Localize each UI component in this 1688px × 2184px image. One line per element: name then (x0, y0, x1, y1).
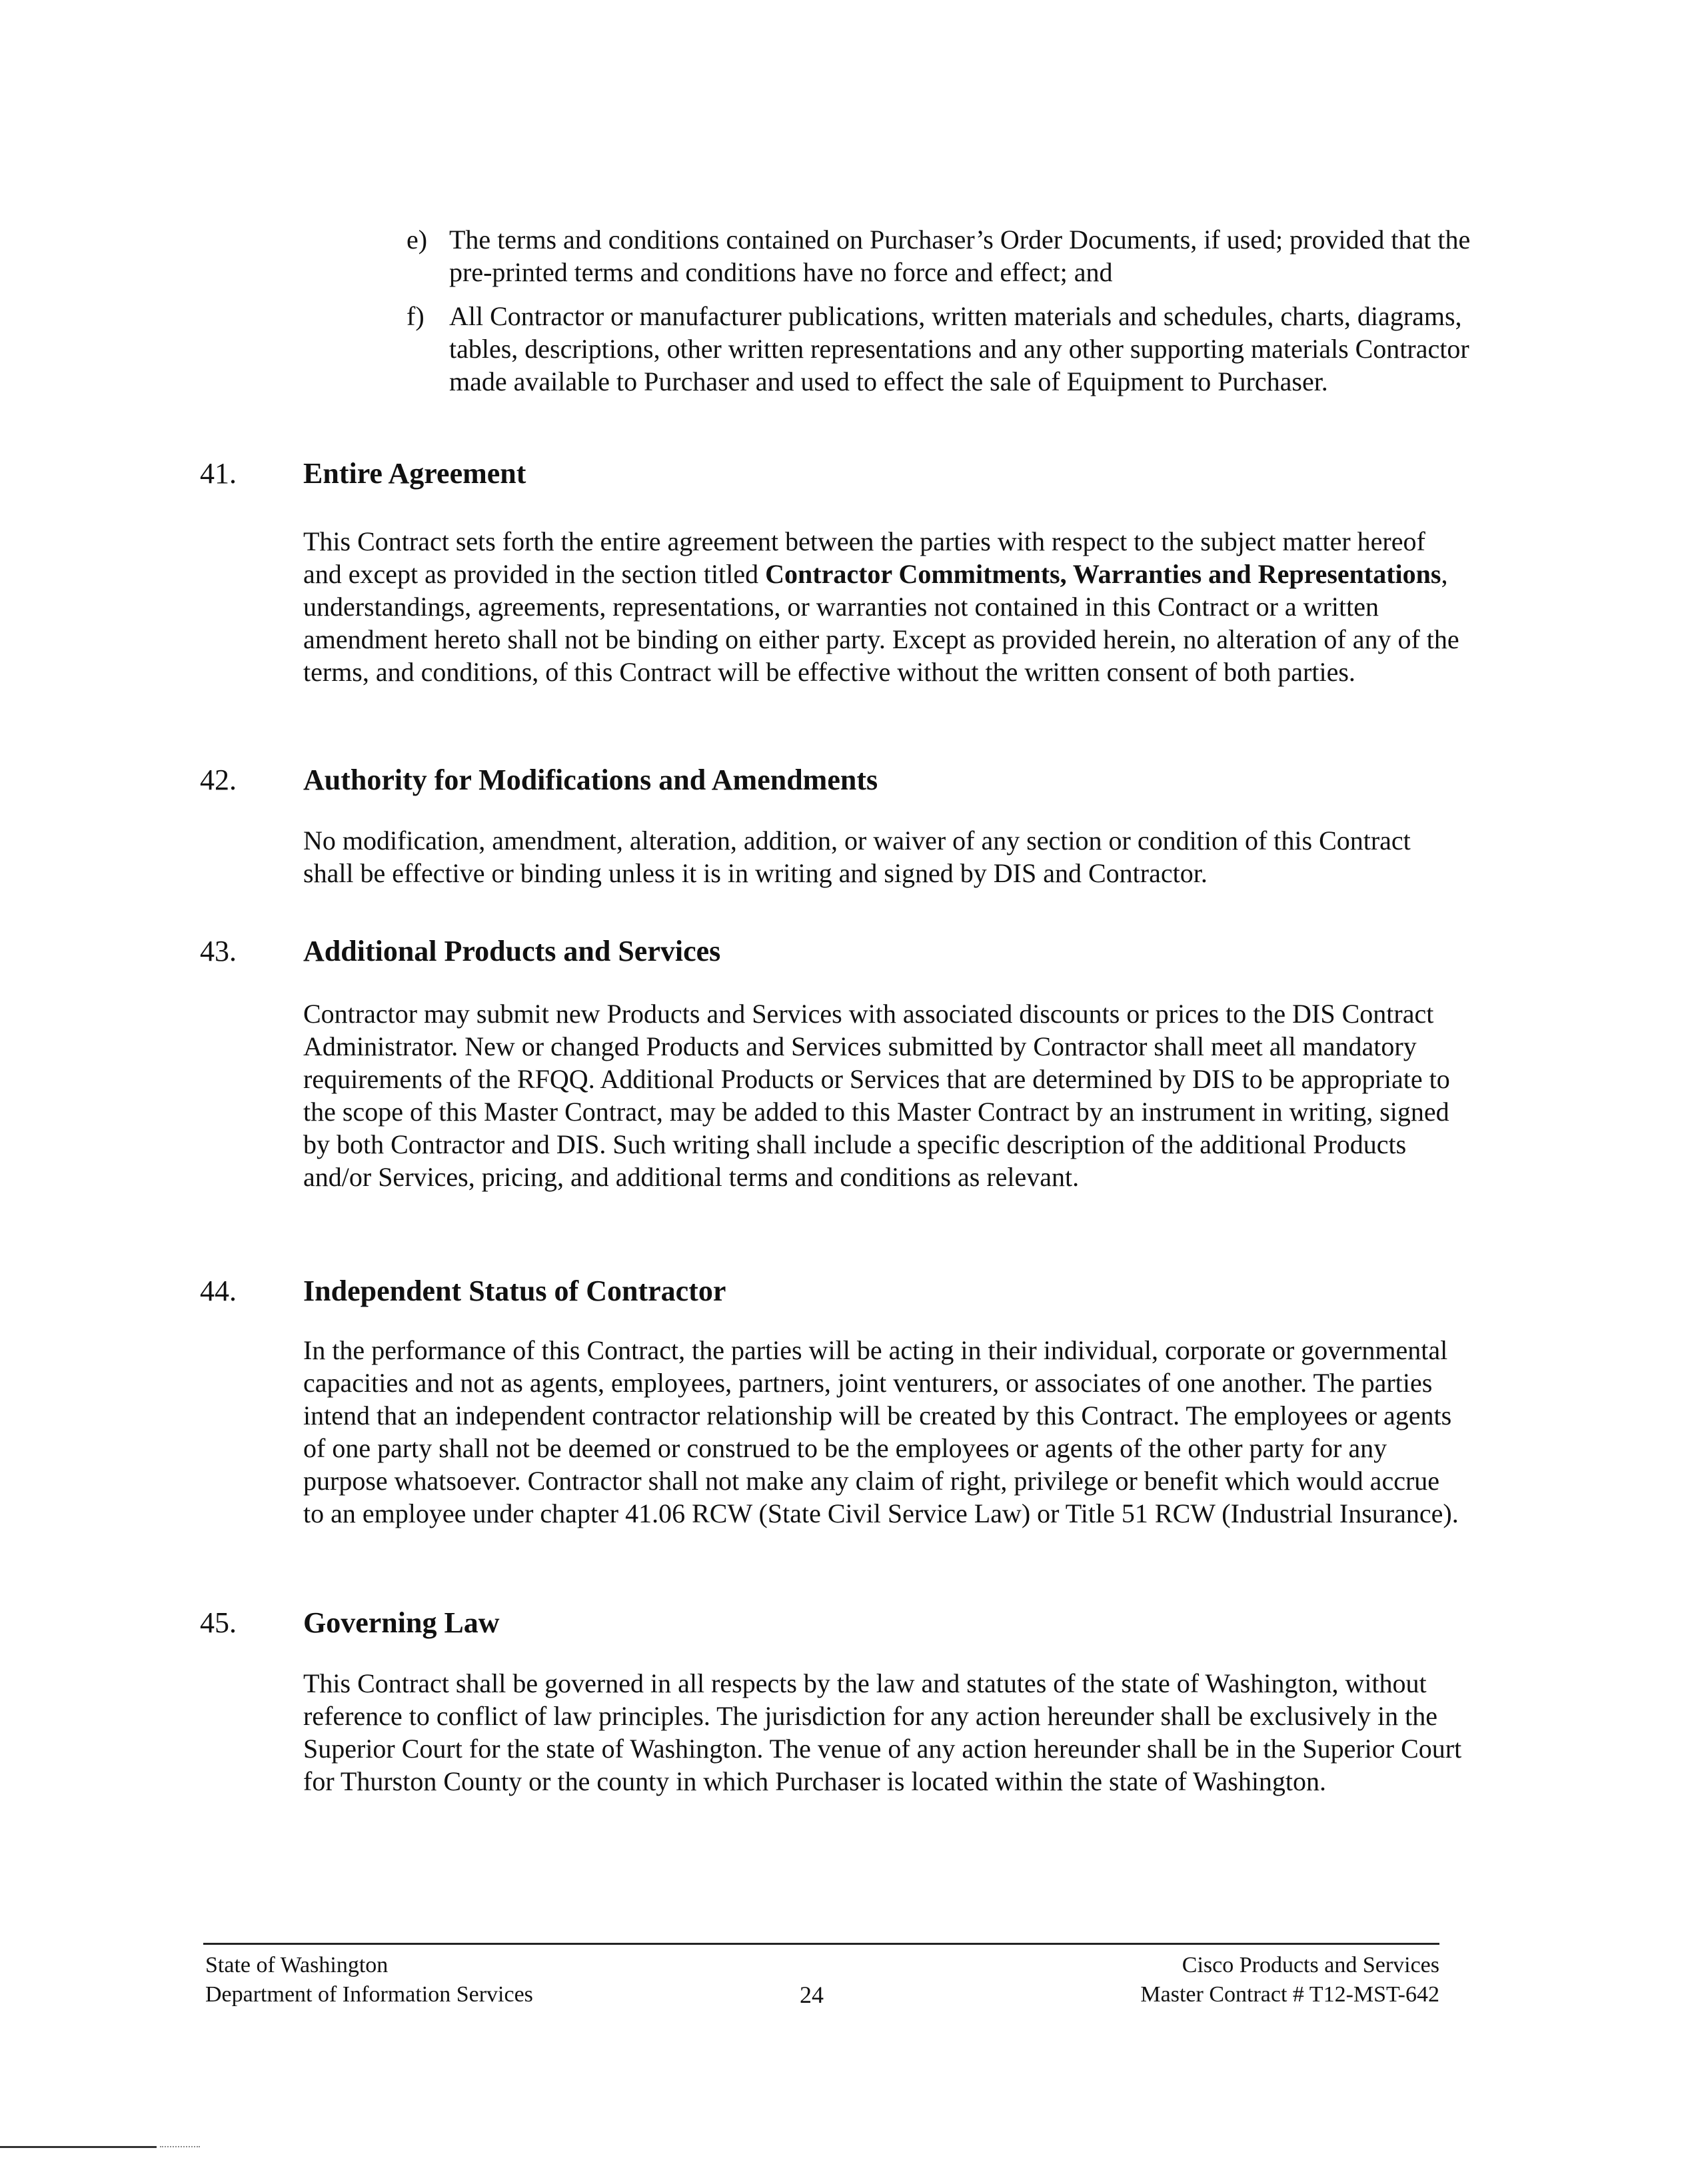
section-title: Additional Products and Services (303, 935, 721, 967)
list-item-text: All Contractor or manufacturer publications, written materials and schedules, charts, diagrams, tables, descriptions, other written representations and any other supporting materials Contractor made available to Purchaser and used to effect the sale of Equipment to Purchaser. (449, 301, 1469, 396)
list-marker: f) (407, 301, 424, 331)
footer-left (205, 1951, 533, 2009)
footer-department: Department of Information Services (205, 1982, 533, 2007)
list-item-text: The terms and conditions contained on Purchaser’s Order Documents, if used; provided that the pre-printed terms and conditions have no force and effect; and (449, 225, 1471, 287)
section-number: 42. (200, 764, 237, 796)
section-body-45: This Contract shall be governed in all respects by the law and statutes of the state of Washington, without reference to conflict of law principles. The jurisdiction for any action hereunder shall be exclusively in the Superior Court for the state of Washington. The venue of any action hereunder shall be in the Superior Court for Thurston County or the county in which Purchaser is located within the state of Washington. (303, 1668, 1462, 1796)
footer-rule (203, 1943, 1439, 1945)
footer-product: Cisco Products and Services (1182, 1953, 1439, 1977)
section-body-44: In the performance of this Contract, the parties will be acting in their individual, corporate or governmental capacities and not as agents, employees, partners, joint venturers, or associates of one another. The parties intend that an independent contractor relationship will be created by this Contract. The employees or agents of one party shall not be deemed or construed to be the employees or agents of the other party for any purpose whatsoever. Contractor shall not make any claim of right, privilege or benefit which would accrue to an employee under chapter 41.06 RCW (State Civil Service Law) or Title 51 RCW (Industrial Insurance). (303, 1335, 1459, 1528)
section-body-42: No modification, amendment, alteration, addition, or waiver of any section or condition of this Contract shall be effective or binding unless it is in writing and signed by DIS and Contractor. (303, 825, 1411, 888)
footer-contract-number: Master Contract # T12-MST-642 (1140, 1982, 1439, 2007)
scan-edge-mark (0, 2146, 157, 2148)
page-number: 24 (800, 1981, 824, 2008)
section-body-text: This Contract sets forth the entire agreement between the parties with respect to the subject matter hereof and except as provided in the section titled (303, 526, 1425, 589)
section-body-bold-reference: Contractor Commitments, Warranties and Representations (765, 559, 1441, 589)
section-number: 44. (200, 1275, 237, 1307)
footer-right (1140, 1951, 1439, 2009)
section-body-43: Contractor may submit new Products and Services with associated discounts or prices to the DIS Contract Administrator. New or changed Products and Services submitted by Contractor shall meet all mandatory requirements of the RFQQ. Additional Products or Services that are determined by DIS to be appropriate to the scope of this Master Contract, may be added to this Master Contract by an instrument in writing, signed by both Contractor and DIS. Such writing shall include a specific description of the additional Products and/or Services, pricing, and additional terms and conditions as relevant. (303, 999, 1450, 1192)
section-title: Governing Law (303, 1606, 500, 1639)
section-title: Authority for Modifications and Amendments (303, 764, 878, 796)
scan-edge-dots (160, 2146, 200, 2147)
section-body-text: , understandings, agreements, representations, or warranties not contained in this Contract or a written amendment hereto shall not be binding on either party. Except as provided herein, no alteration of any of the terms, and conditions, of this Contract will be effective without the written consent of both parties. (303, 559, 1459, 687)
section-body-41 (303, 525, 1463, 688)
section-number: 41. (200, 457, 237, 490)
list-marker: e) (407, 225, 428, 255)
list-item-f (407, 300, 1486, 398)
section-number: 45. (200, 1606, 237, 1639)
section-title: Entire Agreement (303, 457, 526, 490)
list-item-e (407, 223, 1486, 288)
section-number: 43. (200, 935, 237, 967)
footer-state: State of Washington (205, 1953, 389, 1977)
section-title: Independent Status of Contractor (303, 1275, 726, 1307)
